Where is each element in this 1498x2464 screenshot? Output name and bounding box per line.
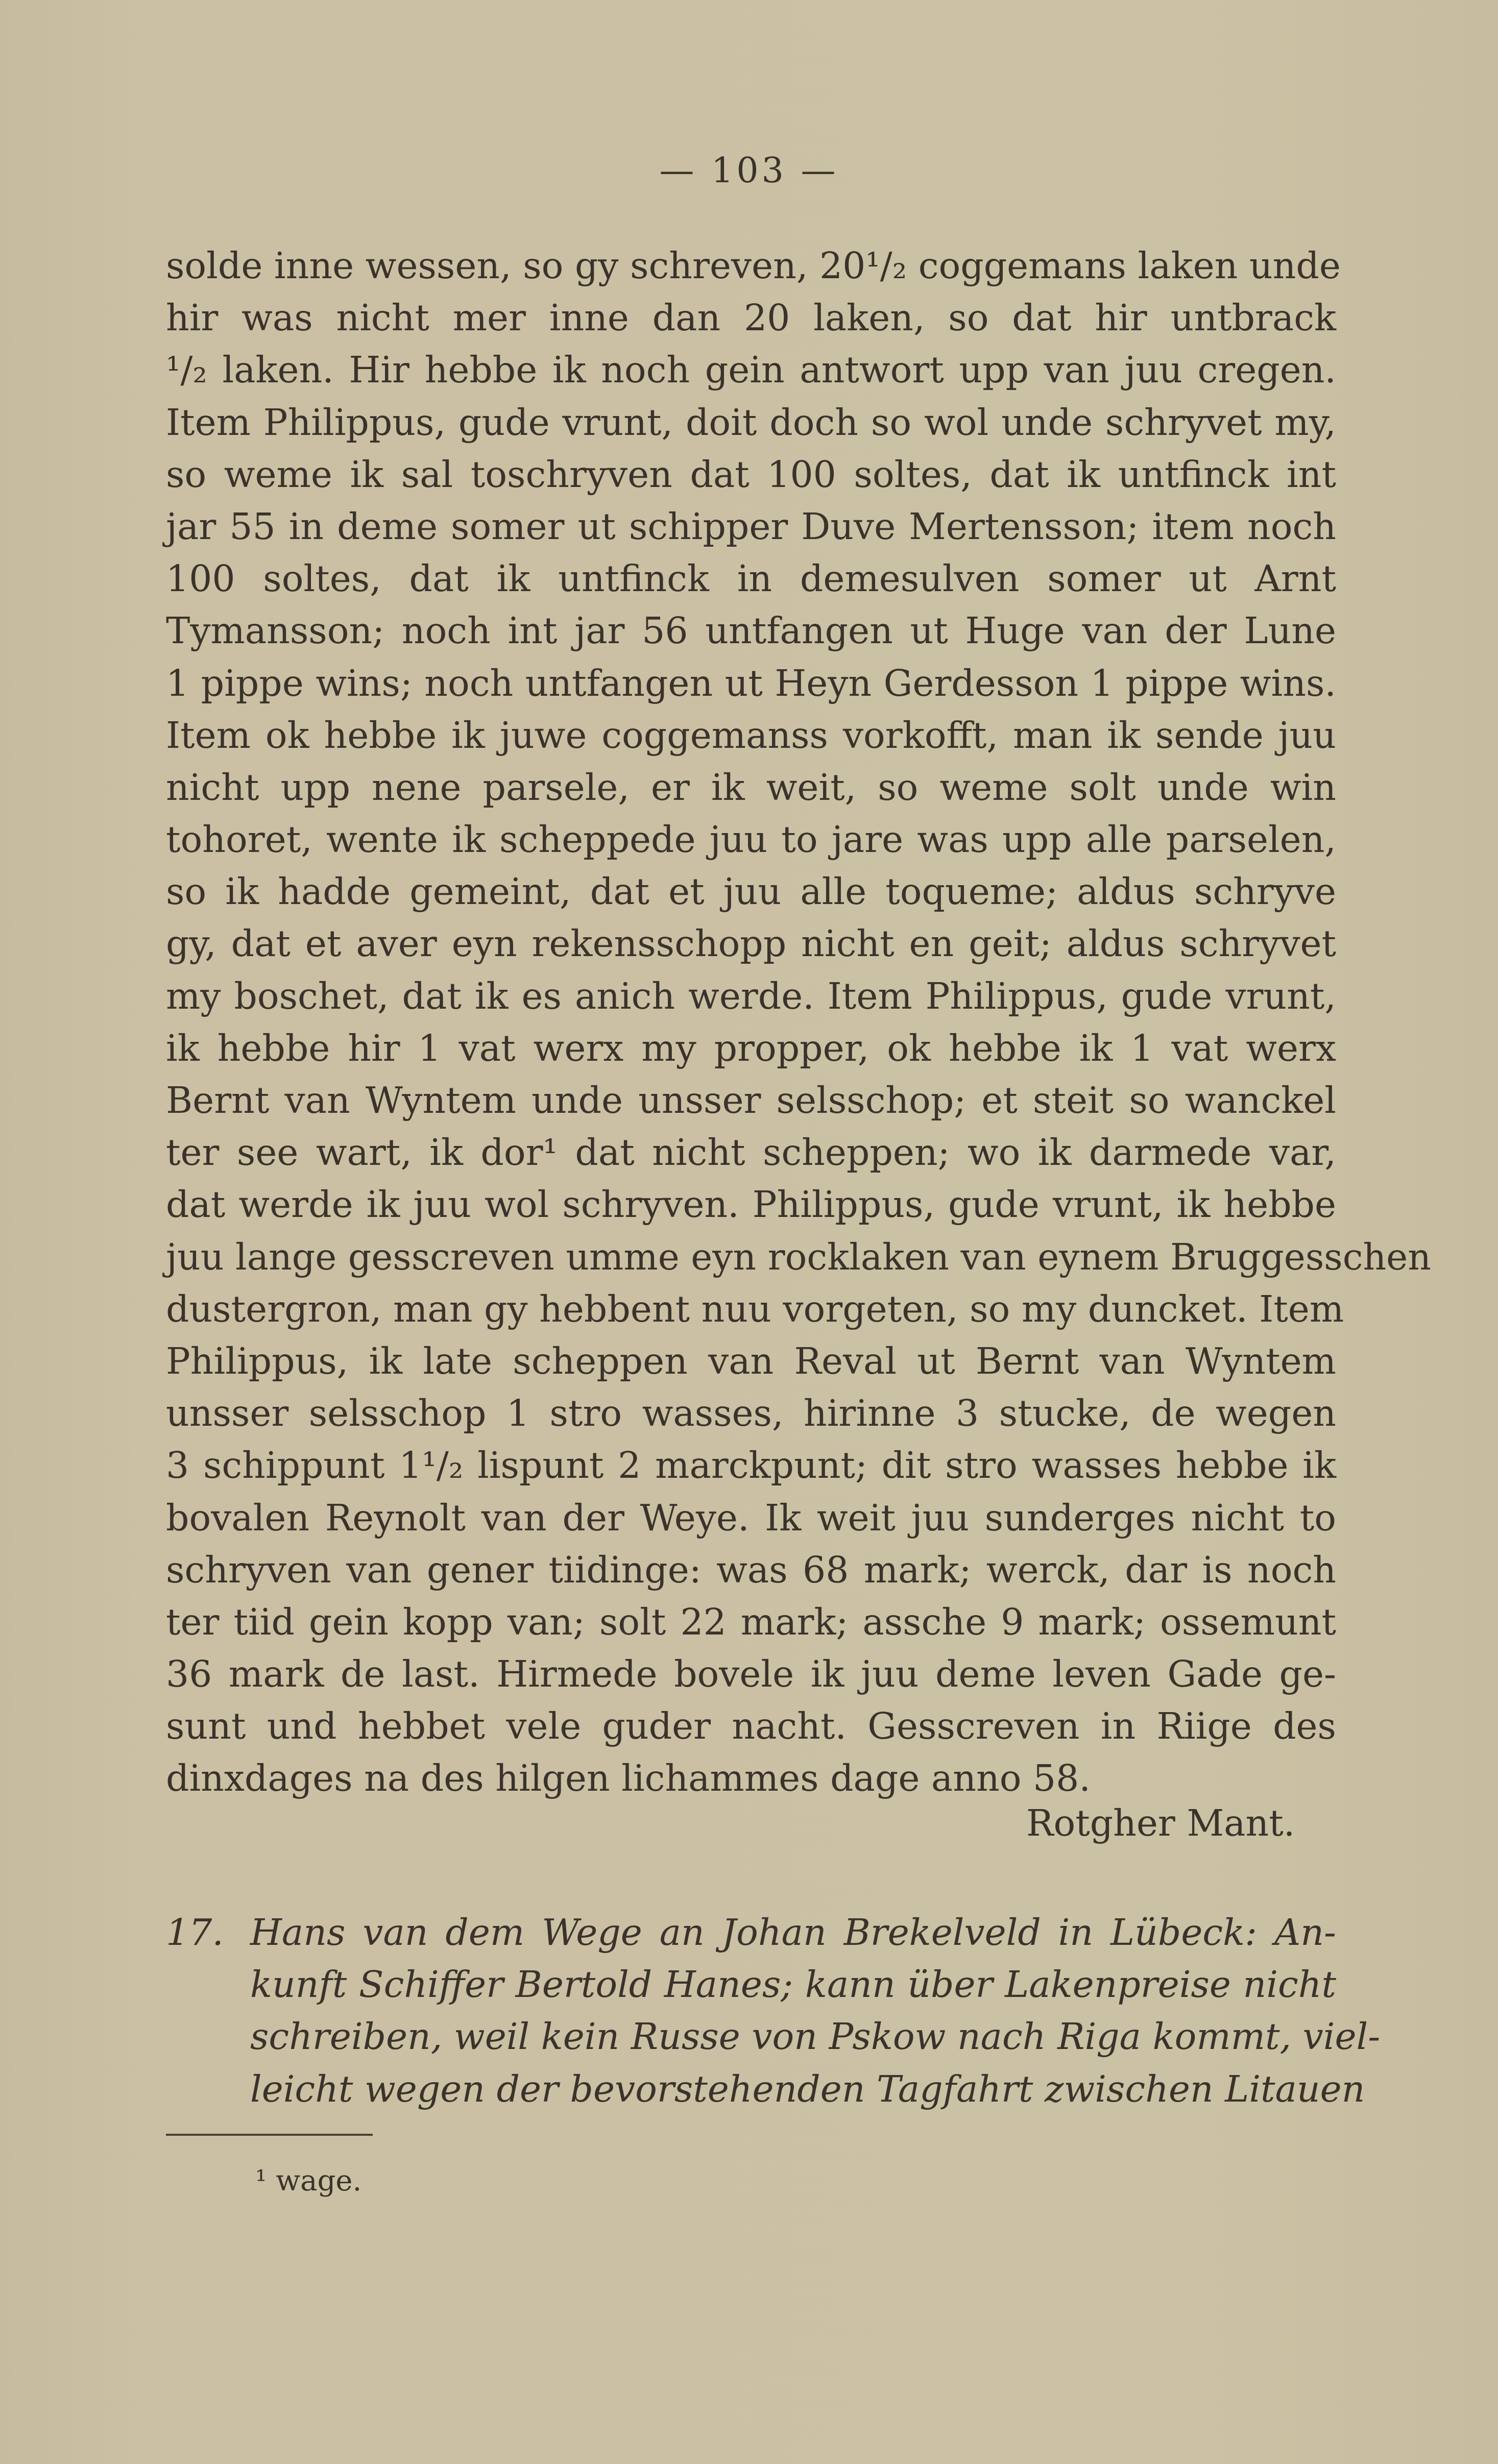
text-line: my boschet, dat ik es anich werde. Item Philippus, gude vrunt, xyxy=(166,974,1336,1017)
text-line: so weme ik sal toschryven dat 100 soltes, dat ik untfinck int xyxy=(166,453,1336,496)
page-number: — 103 — xyxy=(659,151,839,191)
text-line: jar 55 in deme somer ut schipper Duve Mertensson; item noch xyxy=(166,505,1336,548)
text-line: tohoret, wente ik scheppede juu to jare was upp alle parselen, xyxy=(166,818,1336,861)
footnote: ¹ wage. xyxy=(255,2164,362,2198)
text-line: unsser selsschop 1 stro wasses, hirinne 3 stucke, de wegen xyxy=(166,1392,1336,1435)
text-line: hir was nicht mer inne dan 20 laken, so dat hir untbrack xyxy=(166,297,1336,339)
text-line: dat werde ik juu wol schryven. Philippus, gude vrunt, ik hebbe xyxy=(166,1183,1336,1226)
text-line: ik hebbe hir 1 vat werx my propper, ok hebbe ik 1 vat werx xyxy=(166,1027,1336,1069)
text-line: juu lange gesscreven umme eyn rocklaken van eynem Bruggesschen xyxy=(166,1235,1431,1278)
entry-heading xyxy=(166,1907,1381,2115)
entry-line: schreiben, weil kein Russe von Pskow nach Riga kommt, viel- xyxy=(250,2015,1381,2058)
footnote-rule xyxy=(166,2134,373,2136)
text-line: bovalen Reynolt van der Weye. Ik weit juu sunderges nicht to xyxy=(166,1496,1336,1539)
text-line: 1 pippe wins; noch untfangen ut Heyn Gerdesson 1 pippe wins. xyxy=(166,662,1336,704)
text-line: Bernt van Wyntem unde unsser selsschop; et steit so wanckel xyxy=(166,1079,1336,1121)
text-line: ¹/₂ laken. Hir hebbe ik noch gein antwort upp van juu cregen. xyxy=(166,349,1336,392)
text-line: Philippus, ik late scheppen van Reval ut Bernt van Wyntem xyxy=(166,1339,1336,1382)
text-line: schryven van gener tiidinge: was 68 mark; werck, dar is noch xyxy=(166,1548,1336,1591)
text-line: solde inne wessen, so gy schreven, 20¹/₂ coggemans laken unde xyxy=(166,245,1341,287)
text-line: so ik hadde gemeint, dat et juu alle toqueme; aldus schryve xyxy=(166,870,1336,913)
entry-line: leicht wegen der bevorstehenden Tagfahrt zwischen Litauen xyxy=(250,2067,1365,2110)
text-line: Tymansson; noch int jar 56 untfangen ut Huge van der Lune xyxy=(166,609,1336,652)
text-line: 100 soltes, dat ik untfinck in demesulven somer ut Arnt xyxy=(166,557,1336,600)
text-line: Item Philippus, gude vrunt, doit doch so wol unde schryvet my, xyxy=(166,401,1336,444)
text-line: ter see wart, ik dor¹ dat nicht scheppen; wo ik darmede var, xyxy=(166,1131,1336,1174)
text-line: dustergron, man gy hebbent nuu vorgeten, so my duncket. Item xyxy=(166,1287,1344,1330)
text-line: 3 schippunt 1¹/₂ lispunt 2 marckpunt; dit stro wasses hebbe ik xyxy=(166,1444,1336,1487)
text-line: dinxdages na des hilgen lichammes dage anno 58. xyxy=(166,1757,1091,1800)
text-line: ter tiid gein kopp van; solt 22 mark; assche 9 mark; ossemunt xyxy=(166,1600,1336,1643)
entry-line: Hans van dem Wege an Johan Brekelveld in Lübeck: An- xyxy=(250,1911,1336,1954)
entry-line: kunft Schiffer Bertold Hanes; kann über Lakenpreise nicht xyxy=(250,1963,1336,2006)
text-line: Item ok hebbe ik juwe coggemanss vorkofft, man ik sende juu xyxy=(166,714,1336,757)
text-line: 36 mark de last. Hirmede bovele ik juu deme leven Gade ge- xyxy=(166,1653,1336,1696)
letter-body xyxy=(166,240,1431,1805)
text-line: gy, dat et aver eyn rekensschopp nicht en geit; aldus schryvet xyxy=(166,922,1336,965)
text-line: nicht upp nene parsele, er ik weit, so weme solt unde win xyxy=(166,766,1336,809)
signature: Rotgher Mant. xyxy=(1026,1802,1295,1844)
entry-number: 17. xyxy=(166,1911,224,1954)
text-line: sunt und hebbet vele guder nacht. Gesscreven in Riige des xyxy=(166,1705,1336,1748)
